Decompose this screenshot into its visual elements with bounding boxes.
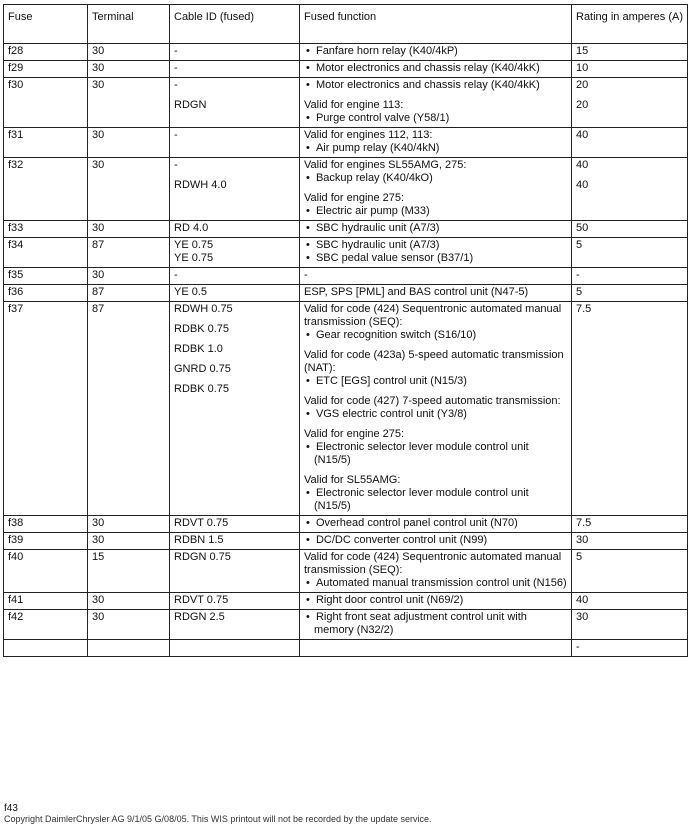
validity-note: Valid for code (424) Sequentronic automated manual transmission (SEQ): [304,303,562,328]
table-row-partial [4,640,688,657]
cable-cell [170,61,300,78]
validity-note: ESP, SPS [PML] and BAS control unit (N47-5) [304,286,529,298]
rating-value [576,323,683,336]
validity-note: Valid for engines SL55AMG, 275: [304,159,467,171]
terminal-cell: 87 [88,285,170,302]
fuse-cell: f33 [4,221,88,238]
function-cell [300,238,572,268]
cable-cell [170,593,300,610]
table-row [4,44,688,61]
header-fuse: Fuse [4,5,88,44]
fuse-cell: f30 [4,78,88,128]
fuse-cell [4,640,88,657]
rating-value: 40 [576,129,589,141]
last-fuse-label: f43 [4,803,18,814]
cable-id: RDGN 2.5 [174,611,225,623]
function-cell [300,268,572,285]
cable-id: RDBK 1.0 [174,343,223,355]
part-gap [304,388,567,395]
validity-note: Valid for engine 113: [304,99,404,111]
function-cell [300,302,572,516]
header-fused-function: Fused function [300,5,572,44]
rating-value: 40 [576,179,589,191]
terminal-cell: 30 [88,78,170,128]
cable-cell [170,550,300,593]
cable-cell [170,268,300,285]
rating-value: 40 [576,594,589,606]
fuse-cell: f39 [4,533,88,550]
fused-function-item: • Backup relay (K40/4kO) [304,172,567,185]
rating-value: 20 [576,99,589,111]
function-cell [300,158,572,221]
rating-cell [572,44,688,61]
part-gap [174,92,295,99]
terminal-cell: 87 [88,302,170,516]
cable-id: RDVT 0.75 [174,517,229,529]
cable-cell [170,302,300,516]
cable-id: RDWH 0.75 [174,303,233,315]
cable-cell [170,285,300,302]
terminal-cell: 15 [88,550,170,593]
fuse-table [3,4,688,657]
rating-cell [572,238,688,268]
cable-id: RDBN 1.5 [174,534,224,546]
function-cell [300,44,572,61]
part-gap [576,356,683,363]
validity-note: Valid for code (424) Sequentronic automated manual transmission (SEQ): [304,551,562,576]
terminal-cell: 30 [88,221,170,238]
fused-function-item: • Overhead control panel control unit (N70) [304,517,567,530]
header-terminal: Terminal [88,5,170,44]
function-cell [300,221,572,238]
rating-value: 5 [576,286,583,298]
table-body [4,44,688,657]
cable-cell [170,640,300,657]
validity-note: Valid for engine 275: [304,428,405,440]
rating-cell [572,550,688,593]
table-row [4,610,688,640]
rating-value: 15 [576,45,589,57]
table-row [4,285,688,302]
validity-note: Valid for SL55AMG: [304,474,401,486]
fused-function-item: • Motor electronics and chassis relay (K40/4kK) [304,79,567,92]
terminal-cell: 30 [88,516,170,533]
fused-function-item: • Air pump relay (K40/4kN) [304,142,567,155]
fused-function-item: • Right front seat adjustment control unit with memory (N32/2) [304,611,567,637]
terminal-cell [88,640,170,657]
cable-cell [170,221,300,238]
fused-function-item: • ETC [EGS] control unit (N15/3) [304,375,567,388]
function-block [304,239,567,265]
fused-function-item: • Electronic selector lever module control unit (N15/5) [304,487,567,513]
rating-cell [572,593,688,610]
function-cell [300,610,572,640]
table-row [4,221,688,238]
cable-cell [170,78,300,128]
cable-cell [170,610,300,640]
function-cell [300,61,572,78]
table-row [4,61,688,78]
cable-cell [170,238,300,268]
rating-value [576,363,683,376]
validity-note: Valid for engine 275: [304,192,405,204]
function-block [304,79,567,92]
cable-id: - [174,129,178,141]
rating-cell [572,221,688,238]
part-gap [304,421,567,428]
part-gap [576,336,683,343]
header-rating: Rating in amperes (A) [572,5,688,44]
cable-id: RD 4.0 [174,222,209,234]
fuse-cell: f40 [4,550,88,593]
cable-id: RDWH 4.0 [174,179,227,191]
function-cell [300,593,572,610]
cable-id: - [174,79,178,91]
function-block [304,129,567,155]
function-cell [300,78,572,128]
terminal-cell: 30 [88,44,170,61]
validity-note: - [304,269,308,281]
part-gap [174,336,295,343]
rating-cell [572,128,688,158]
function-block [304,62,567,75]
function-cell [300,128,572,158]
cable-cell [170,516,300,533]
rating-value [576,383,683,396]
fuse-cell: f28 [4,44,88,61]
rating-cell [572,285,688,302]
fuse-cell: f34 [4,238,88,268]
rating-cell [572,61,688,78]
table-row [4,238,688,268]
fused-function-item: • SBC hydraulic unit (A7/3) [304,239,567,252]
function-block [304,611,567,637]
part-gap [304,467,567,474]
function-cell [300,516,572,533]
table-header-row [4,5,688,44]
cable-id: YE 0.75 YE 0.75 [174,239,214,264]
fuse-cell: f41 [4,593,88,610]
cable-id: - [174,269,178,281]
rating-cell [572,610,688,640]
copyright-footer: Copyright DaimlerChrysler AG 9/1/05 G/08/05. This WIS printout will not be recorded by the update service. [4,814,432,824]
function-block [304,159,567,185]
fused-function-item: • DC/DC converter control unit (N99) [304,534,567,547]
table-row [4,158,688,221]
cable-id: YE 0.5 [174,286,208,298]
rating-value: 40 [576,159,589,171]
validity-note: Valid for code (423a) 5-speed automatic transmission (NAT): [304,349,564,374]
table-row [4,128,688,158]
rating-cell [572,533,688,550]
part-gap [576,376,683,383]
cable-id: RDGN [174,99,207,111]
function-block [304,551,567,590]
function-block [304,474,567,513]
part-gap [174,376,295,383]
rating-value: 20 [576,79,589,91]
table-row [4,268,688,285]
fuse-cell: f31 [4,128,88,158]
rating-value: 30 [576,611,589,623]
function-cell [300,285,572,302]
terminal-cell: 30 [88,533,170,550]
fused-function-item: • Right door control unit (N69/2) [304,594,567,607]
rating-value: 7.5 [576,517,592,529]
cable-id: RDGN 0.75 [174,551,231,563]
cable-cell [170,533,300,550]
fused-function-item: • VGS electric control unit (Y3/8) [304,408,567,421]
fused-function-item: • Automated manual transmission control unit (N156) [304,577,567,590]
header-cable-id: Cable ID (fused) [170,5,300,44]
rating-value: 7.5 [576,303,592,315]
table-row [4,593,688,610]
part-gap [304,185,567,192]
validity-note: Valid for code (427) 7-speed automatic transmission: [304,395,561,407]
cable-id: - [174,62,178,74]
rating-cell [572,268,688,285]
part-gap [304,342,567,349]
part-gap [304,92,567,99]
terminal-cell: 30 [88,593,170,610]
cable-id: GNRD 0.75 [174,363,231,375]
function-block [304,286,567,299]
fuse-cell: f32 [4,158,88,221]
function-block [304,349,567,388]
terminal-cell: 87 [88,238,170,268]
terminal-cell: 30 [88,61,170,78]
function-block [304,517,567,530]
fused-function-item: • Motor electronics and chassis relay (K40/4kK) [304,62,567,75]
cable-id: - [174,45,178,57]
rating-cell [572,516,688,533]
function-cell [300,640,572,657]
function-block [304,594,567,607]
cable-id: RDBK 0.75 [174,383,230,395]
rating-value: 5 [576,551,583,563]
function-block [304,428,567,467]
terminal-cell: 30 [88,158,170,221]
rating-cell [572,78,688,128]
function-block [304,192,567,218]
fused-function-item: • Gear recognition switch (S16/10) [304,329,567,342]
cable-id: RDBK 0.75 [174,323,230,335]
function-block [304,534,567,547]
fuse-cell: f42 [4,610,88,640]
rating-cell: - [572,640,688,657]
part-gap [576,92,683,99]
table-row [4,550,688,593]
table-row [4,78,688,128]
rating-value: 30 [576,534,589,546]
cable-cell [170,128,300,158]
terminal-cell: 30 [88,610,170,640]
fuse-cell: f35 [4,268,88,285]
rating-cell [572,302,688,516]
cable-cell [170,158,300,221]
rating-value: 10 [576,62,589,74]
cable-id: RDVT 0.75 [174,594,229,606]
function-block [304,303,567,342]
function-block [304,395,567,421]
fused-function-item: • Purge control valve (Y58/1) [304,112,567,125]
function-block [304,269,567,282]
fuse-cell: f36 [4,285,88,302]
part-gap [174,172,295,179]
cable-cell [170,44,300,61]
validity-note: Valid for engines 112, 113: [304,129,433,141]
part-gap [576,172,683,179]
fused-function-item: • Electronic selector lever module control unit (N15/5) [304,441,567,467]
rating-value: 5 [576,239,583,251]
rating-value: 50 [576,222,589,234]
fuse-cell: f37 [4,302,88,516]
function-cell [300,550,572,593]
part-gap [174,316,295,323]
fused-function-item: • SBC hydraulic unit (A7/3) [304,222,567,235]
table-row [4,302,688,516]
fuse-cell: f29 [4,61,88,78]
terminal-cell: 30 [88,268,170,285]
function-block [304,99,567,125]
table-row [4,533,688,550]
fuse-cell: f38 [4,516,88,533]
part-gap [174,356,295,363]
function-cell [300,533,572,550]
fused-function-item: • Fanfare horn relay (K40/4kP) [304,45,567,58]
function-block [304,222,567,235]
table-row [4,516,688,533]
fused-function-item: • SBC pedal value sensor (B37/1) [304,252,567,265]
part-gap [576,316,683,323]
fused-function-item: • Electric air pump (M33) [304,205,567,218]
rating-value [576,343,683,356]
function-block [304,45,567,58]
rating-value: - [576,269,580,281]
rating-cell [572,158,688,221]
cable-id: - [174,159,178,171]
terminal-cell: 30 [88,128,170,158]
